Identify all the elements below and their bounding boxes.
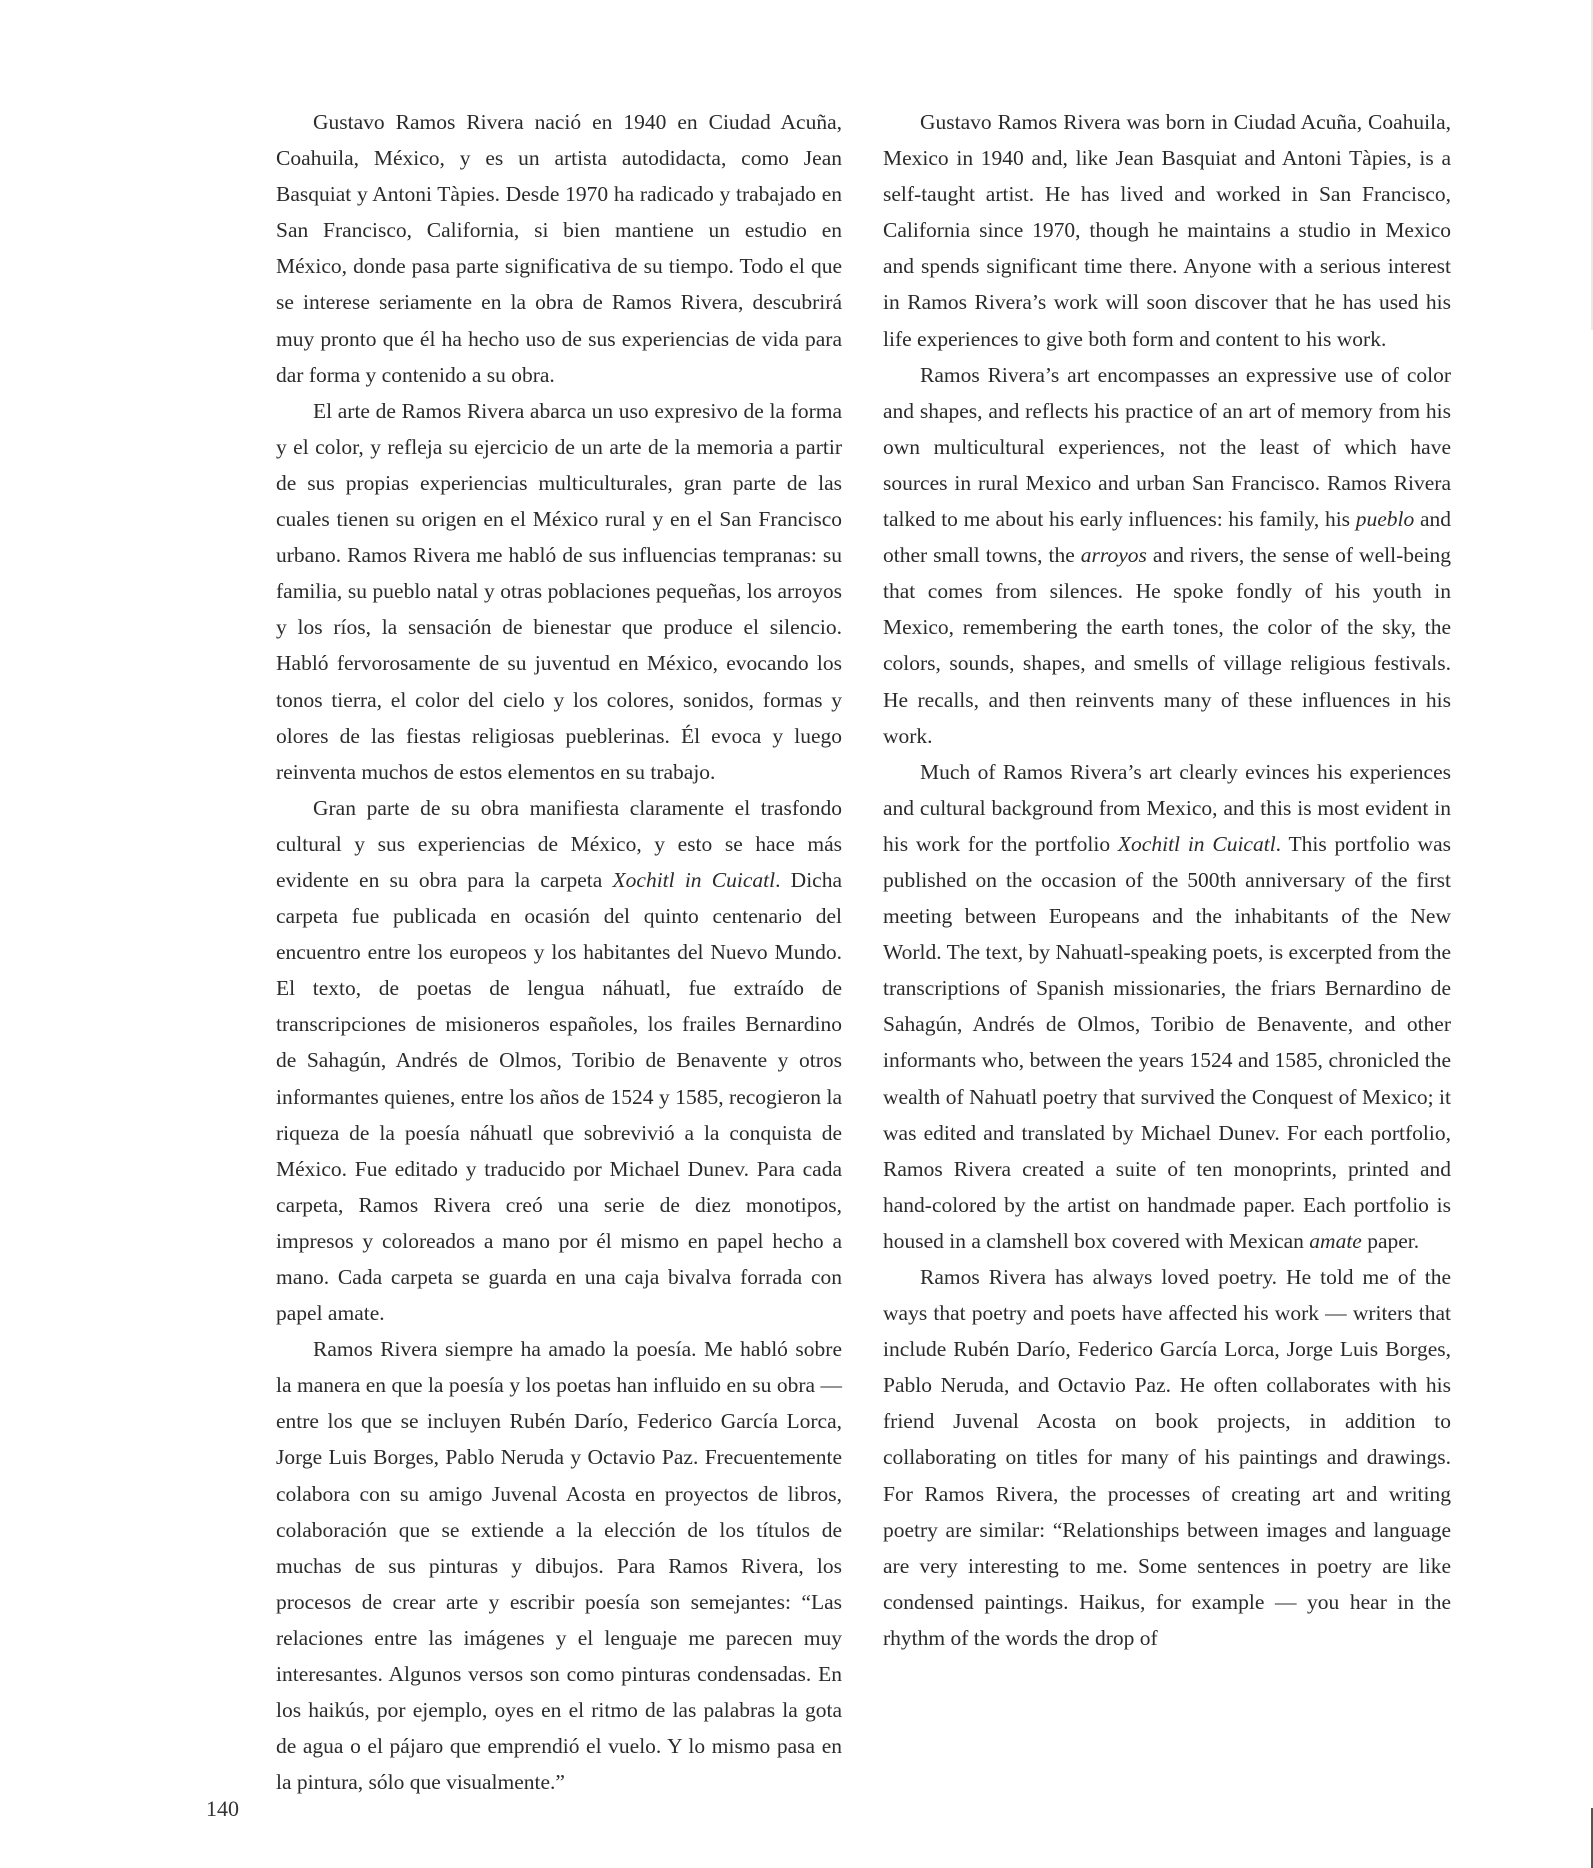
paragraph: Ramos Rivera’s art encompasses an expressive use of color and shapes, and reflects his practice of an art of memory from his own multicultural experiences, not the least of which have sources in rural Mexico and urban San Francisco. Ramos Rivera talked to me about his early influences: his family, his pueblo and other small towns, the arroyos and rivers, the sense of well-being that comes from silences. He spoke fondly of his youth in Mexico, remembering the earth tones, the color of the sky, the colors, sounds, shapes, and smells of village religious festivals. He recalls, and then reinvents many of these influences in his work. xyxy=(883,362,1452,748)
english-text-column xyxy=(883,104,1451,1656)
spanish-text-column xyxy=(276,104,842,1800)
paragraph: El arte de Ramos Rivera abarca un uso expresivo de la forma y el color, y refleja su ejercicio de un arte de la memoria a partir de sus propias experiencias multiculturales, gran parte de las cuales tienen su origen en el México rural y en el San Francisco urbano. Ramos Rivera me habló de sus influencias tempranas: su familia, su pueblo natal y otras poblaciones pequeñas, los arroyos y los ríos, la sensación de bienestar que produce el silencio. Habló fervorosamente de su juventud en México, evocando los tonos tierra, el color del cielo y los colores, sonidos, formas y olores de las fiestas religiosas pueblerinas. Él evoca y luego reinventa muchos de estos elementos en su trabajo. xyxy=(276,398,842,784)
italic-term: Xochitl in Cuicatl xyxy=(612,867,776,892)
paragraph: Ramos Rivera siempre ha amado la poesía. Me habló sobre la manera en que la poesía y los poetas han influido en su obra — entre los que se incluyen Rubén Darío, Federico García Lorca, Jorge Luis Borges, Pablo Neruda y Octavio Paz. Frecuentemente colabora con su amigo Juvenal Acosta en proyectos de libros, colaboración que se extiende a la elección de los títulos de muchas de sus pinturas y dibujos. Para Ramos Rivera, los procesos de crear arte y escribir poesía son semejantes: “Las relaciones entre las imágenes y el lenguaje me parecen muy interesantes. Algunos versos son como pinturas condensadas. En los haikús, por ejemplo, oyes en el ritmo de las palabras la gota de agua o el pájaro que emprendió el vuelo. Y lo mismo pasa en la pintura, sólo que visualmente.” xyxy=(276,1337,842,1795)
italic-term: amate xyxy=(1309,1228,1362,1253)
paragraph: Gran parte de su obra manifiesta claramente el trasfondo cultural y sus experiencias de México, y esto se hace más evidente en su obra para la carpeta Xochitl in Cuicatl. Dicha carpeta fue publicada en ocasión del quinto centenario del encuentro entre los europeos y los habitantes del Nuevo Mundo. El texto, de poetas de lengua náhuatl, fue extraído de transcripciones de misioneros españoles, los frailes Bernardino de Sahagún, Andrés de Olmos, Toribio de Benavente y otros informantes quienes, entre los años de 1524 y 1585, recogieron la riqueza de la poesía náhuatl que sobrevivió a la conquista de México. Fue editado y traducido por Michael Dunev. Para cada carpeta, Ramos Rivera creó una serie de diez monotipos, impresos y coloreados a mano por él mismo en papel hecho a mano. Cada carpeta se guarda en una caja bivalva forrada con papel amate. xyxy=(276,795,843,1326)
paragraph: Ramos Rivera has always loved poetry. He told me of the ways that poetry and poets have affected his work — writers that include Rubén Darío, Federico García Lorca, Jorge Luis Borges, Pablo Neruda, and Octavio Paz. He often collaborates with his friend Juvenal Acosta on book projects, in addition to collaborating on titles for many of his paintings and drawings. For Ramos Rivera, the processes of creating art and writing poetry are similar: “Relationships between images and language are very interesting to me. Some sentences in poetry are like condensed paintings. Haikus, for example — you hear in the rhythm of the words the drop of xyxy=(883,1265,1451,1650)
page-number: 140 xyxy=(206,1796,239,1821)
paragraph: Gustavo Ramos Rivera was born in Ciudad Acuña, Coahuila, Mexico in 1940 and, like Jean Basquiat and Antoni Tàpies, is a self-taught artist. He has lived and worked in San Francisco, California since 1970, though he maintains a studio in Mexico and spends significant time there. Anyone with a serious interest in Ramos Rivera’s work will soon discover that he has used his life experiences to give both form and content to his work. xyxy=(883,110,1451,351)
paragraph: Gustavo Ramos Rivera nació en 1940 en Ciudad Acuña, Coahuila, México, y es un artista autodidacta, como Jean Basquiat y Antoni Tàpies. Desde 1970 ha radicado y trabajado en San Francisco, California, si bien mantiene un estudio en México, donde pasa parte significativa de su tiempo. Todo el que se interese seriamente en la obra de Ramos Rivera, descubrirá muy pronto que él ha hecho uso de sus experiencias de vida para dar forma y contenido a su obra. xyxy=(276,110,842,387)
italic-term: pueblo xyxy=(1355,507,1415,532)
italic-term: arroyos xyxy=(1080,543,1147,568)
paragraph: Much of Ramos Rivera’s art clearly evinces his experiences and cultural background from Mexico, and this is most evident in his work for the portfolio Xochitl in Cuicatl. This portfolio was published on the occasion of the 500th anniversary of the first meeting between Europeans and the inhabitants of the New World. The text, by Nahuatl-speaking poets, is excerpted from the transcriptions of Spanish missionaries, the friars Bernardino de Sahagún, Andrés de Olmos, Toribio de Benavente, and other informants who, between the years 1524 and 1585, chronicled the wealth of Nahuatl poetry that survived the Conquest of Mexico; it was edited and translated by Michael Dunev. For each portfolio, Ramos Rivera created a suite of ten monoprints, printed and hand-colored by the artist on handmade paper. Each portfolio is housed in a clamshell box covered with Mexican amate paper. xyxy=(883,759,1451,1253)
italic-term: Xochitl in Cuicatl xyxy=(1117,831,1276,856)
